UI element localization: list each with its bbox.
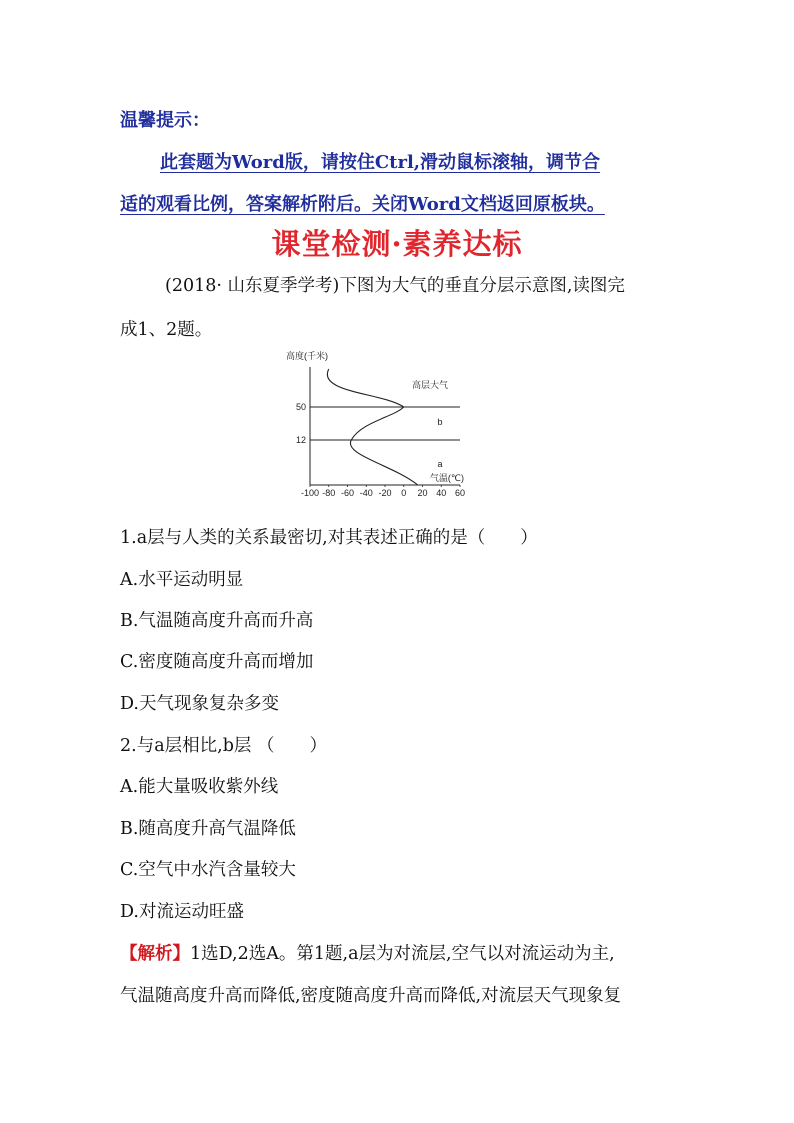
x-tick-label: -20 — [378, 488, 392, 498]
question-2-option-d: D.对流运动旺盛 — [120, 902, 244, 922]
question-1-option-a: A.水平运动明显 — [120, 570, 244, 590]
question-2-option-b: B.随高度升高气温降低 — [120, 819, 296, 839]
y-axis-label: 高度(千米) — [286, 351, 328, 361]
analysis-line-1 — [120, 940, 615, 965]
x-tick-label: -80 — [322, 488, 336, 498]
x-tick-label: 40 — [436, 488, 447, 498]
tip-line-2: 适的观看比例，答案解析附后。关闭Word文档返回原板块。 — [120, 194, 605, 215]
question-2-option-c: C.空气中水汽含量较大 — [120, 860, 296, 880]
analysis-tag: 【解析】 — [120, 944, 190, 964]
question-1-option-d: D.天气现象复杂多变 — [120, 694, 279, 714]
intro-line-2: 成1、2题。 — [120, 320, 213, 340]
x-axis-label: 气温(℃) — [429, 473, 464, 483]
intro-line-1: (2018· 山东夏季学考)下图为大气的垂直分层示意图,读图完 — [165, 276, 625, 296]
analysis-text-1: 1选D,2选A。第1题,a层为对流层,空气以对流运动为主, — [190, 944, 615, 964]
section-title: 课堂检测·素养达标 — [271, 227, 523, 261]
layer-label-2: a — [437, 459, 443, 469]
atmosphere-layer-chart — [280, 345, 520, 505]
tip-title: 温馨提示： — [120, 110, 210, 131]
x-tick-label: 60 — [454, 488, 466, 498]
x-tick-label: 20 — [417, 488, 428, 498]
question-2-stem: 2.与a层相比,b层 （ ） — [120, 736, 327, 756]
tip-line-1: 此套题为Word版，请按住Ctrl,滑动鼠标滚轴，调节合 — [160, 152, 601, 173]
y-tick-label: 50 — [295, 402, 306, 412]
layer-label-0: 高层大气 — [411, 380, 449, 390]
x-tick-label: -100 — [300, 488, 320, 498]
x-tick-label: 0 — [401, 488, 407, 498]
question-2-option-a: A.能大量吸收紫外线 — [120, 777, 279, 797]
x-tick-label: -40 — [359, 488, 373, 498]
question-1-option-c: C.密度随高度升高而增加 — [120, 652, 314, 672]
question-1-option-b: B.气温随高度升高而升高 — [120, 611, 314, 631]
y-tick-label: 12 — [295, 435, 306, 445]
analysis-line-2: 气温随高度升高而降低,密度随高度升高而降低,对流层天气现象复 — [120, 986, 622, 1006]
question-1-stem: 1.a层与人类的关系最密切,对其表述正确的是（ ） — [120, 528, 538, 548]
x-tick-label: -60 — [340, 488, 355, 498]
layer-label-1: b — [437, 417, 443, 427]
temperature-curve — [327, 369, 417, 485]
